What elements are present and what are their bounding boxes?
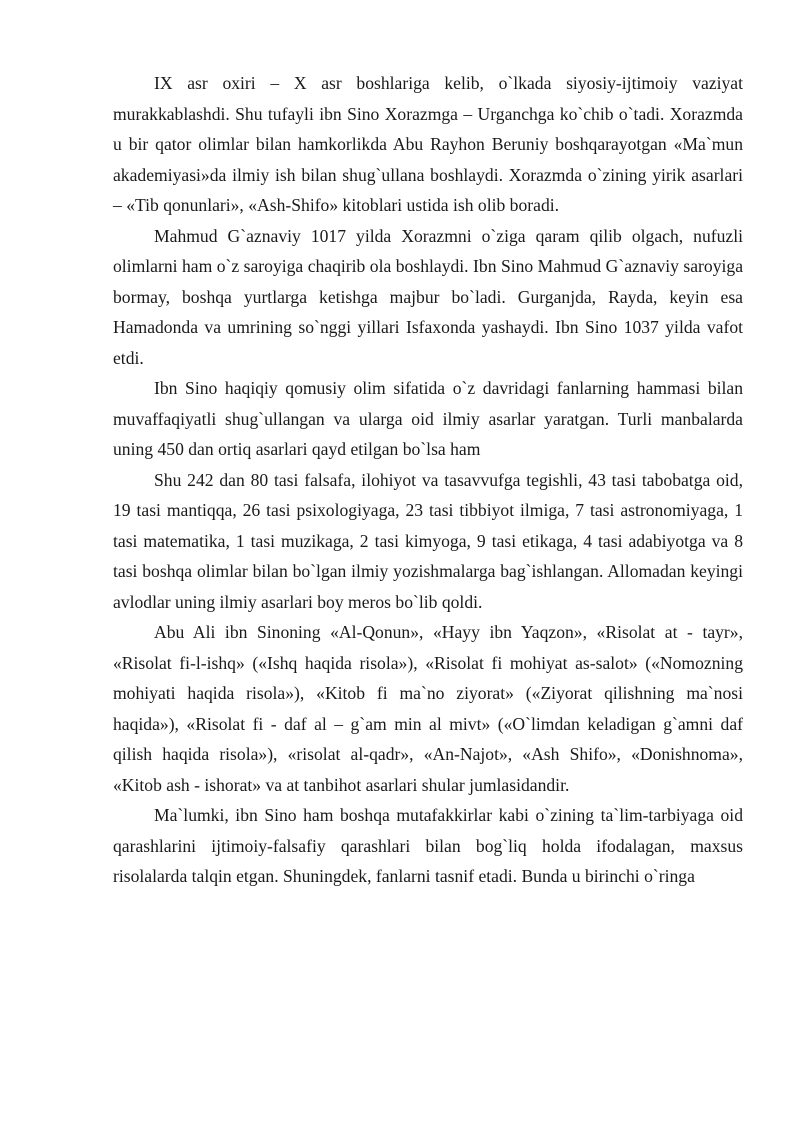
paragraph: Mahmud G`aznaviy 1017 yilda Xorazmni o`ziga qaram qilib olgach, nufuzli olimlarni ham o`z saroyiga chaqirib ola boshlaydi. Ibn Sino Mahmud G`aznaviy saroyiga bormay, boshqa yurtlarga ketishga majbur bo`ladi. Gurganjda, Rayda, keyin esa Hamadonda va umrining so`nggi yillari Isfaxonda yashaydi. Ibn Sino 1037 yilda vafot etdi. <box>113 225 743 368</box>
paragraph: Ibn Sino haqiqiy qomusiy olim sifatida o`z davridagi fanlarning hammasi bilan muvaffaqiyatli shug`ullangan va ularga oid ilmiy asarlar yaratgan. Turli manbalarda uning 450 dan ortiq asarlari qayd etilgan bo`lsa ham <box>113 378 743 459</box>
paragraph: Shu 242 dan 80 tasi falsafa, ilohiyot va tasavvufga tegishli, 43 tasi tabobatga oid, 19 tasi mantiqqa, 26 tasi psixologiyaga, 23 tasi tibbiyot ilmiga, 7 tasi astronomiyaga, 1 tasi matematika, 1 tasi muzikaga, 2 tasi kimyoga, 9 tasi etikaga, 4 tasi adabiyotga va 8 tasi boshqa olimlar bilan bo`lgan ilmiy yozishmalarga bag`ishlangan. Allomadan keyingi avlodlar uning ilmiy asarlari boy meros bo`lib qoldi. <box>113 469 743 612</box>
paragraph: IX asr oxiri – X asr boshlariga kelib, o`lkada siyosiy-ijtimoiy vaziyat murakkablashdi. Shu tufayli ibn Sino Xorazmga – Urganchga ko`chib o`tadi. Xorazmda u bir qator olimlar bilan hamkorlikda Abu Rayhon Beruniy boshqarayotgan «Ma`mun akademiyasi»da ilmiy ish bilan shug`ullana boshlaydi. Xorazmda o`zining yirik asarlari – «Tib qonunlari», «Ash-Shifo» kitoblari ustida ish olib boradi. <box>113 73 743 215</box>
paragraph: Ma`lumki, ibn Sino ham boshqa mutafakkirlar kabi o`zining ta`lim-tarbiyaga oid qarashlarini ijtimoiy-falsafiy qarashlari bilan bog`liq holda ifodalagan, maxsus risolalarda talqin etgan. Shuningdek, fanlarni tasnif etadi. Bunda u birinchi o`ringa <box>113 805 743 886</box>
body-text <box>113 68 743 892</box>
paragraph: Abu Ali ibn Sinoning «Al-Qonun», «Hayy ibn Yaqzon», «Risolat at - tayr», «Risolat fi-l-ishq» («Ishq haqida risola»), «Risolat fi mohiyat as-salot» («Nomozning mohiyati haqida risola»), «Kitob fi ma`no ziyorat» («Ziyorat qilishning ma`nosi haqida»), «Risolat fi - daf al – g`am min al mivt» («O`limdan keladigan g`amni daf qilish haqida risola»), «risolat al-qadr», «An-Najot», «Ash Shifo», «Donishnoma», «Kitob ash - ishorat» va at tanbihot asarlari shular jumlasidandir. <box>113 622 743 795</box>
